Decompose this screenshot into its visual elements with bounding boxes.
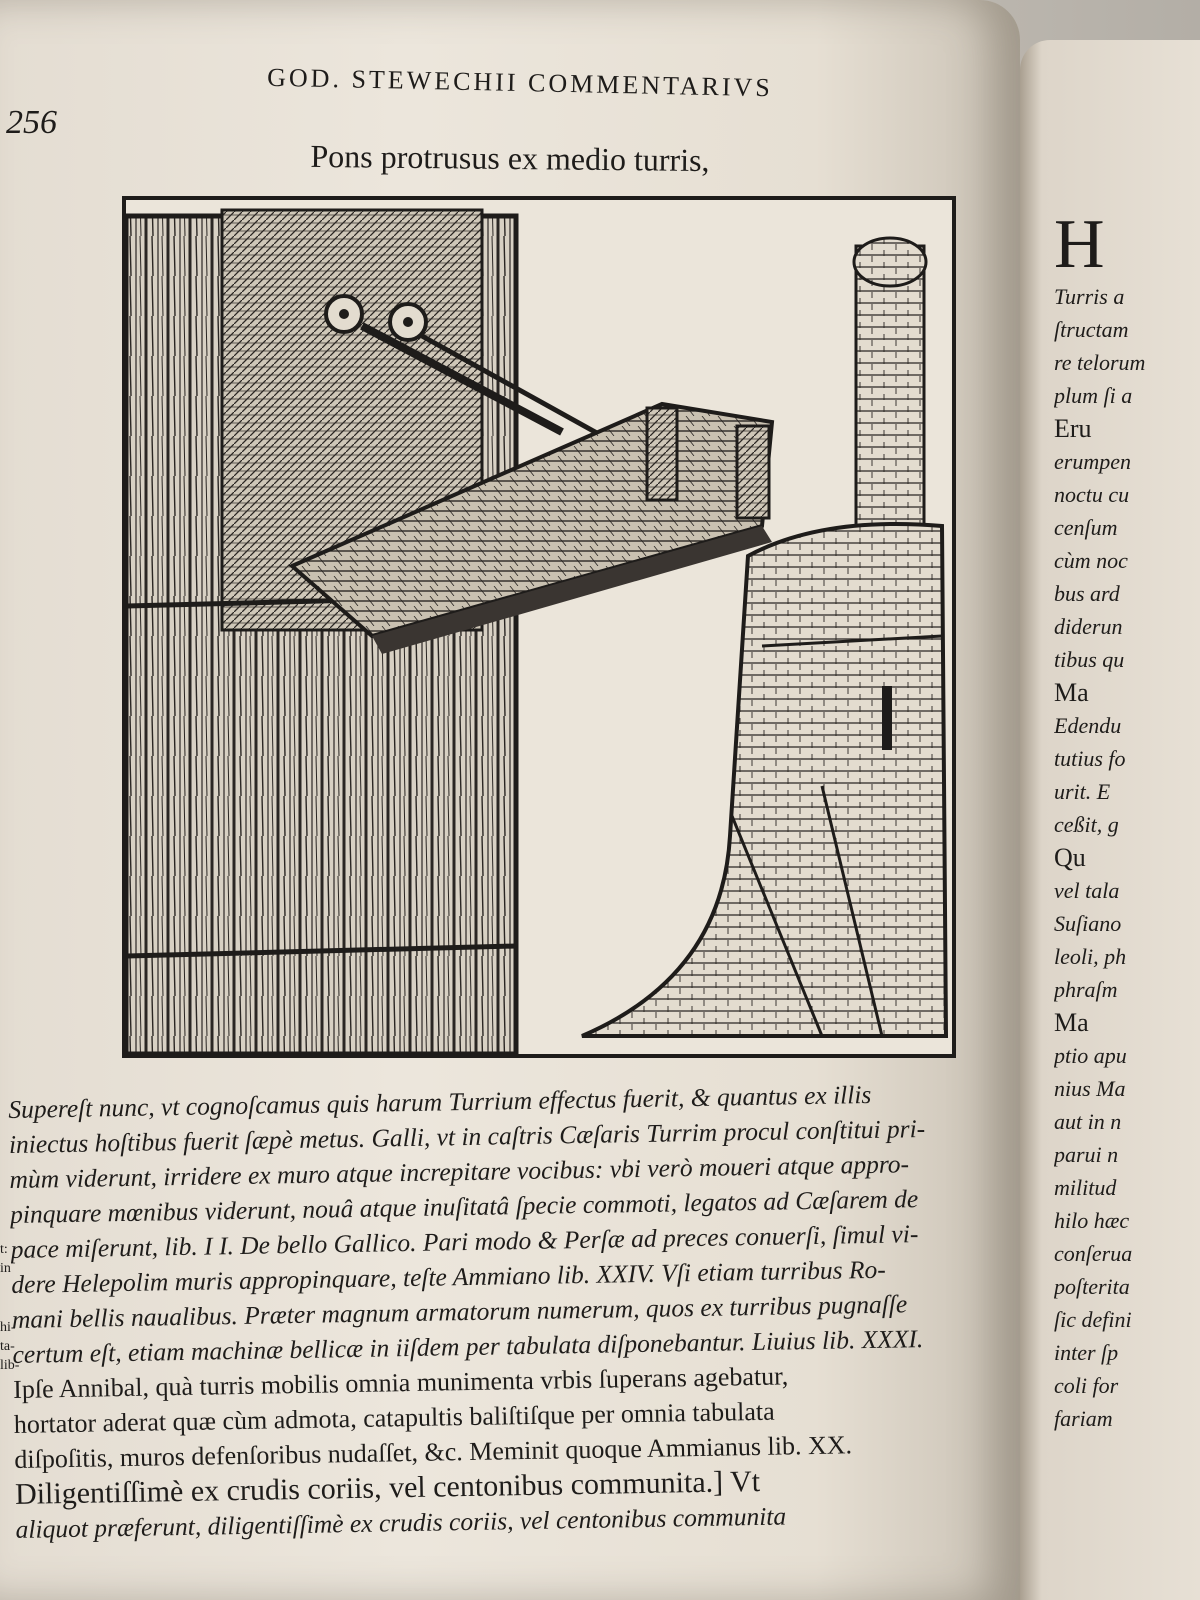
text-line: dere Helepolim muris appropinquare, teſte Ammiano lib. XXIV. Vſi etiam turribus Ro-: [11, 1254, 886, 1299]
right-page-line: fariam: [1054, 1406, 1113, 1431]
right-page-line: militud: [1054, 1175, 1117, 1200]
text-line: mani bellis naualibus. Præter magnum armatorum numerum, quos ex turribus pugnaſſe: [11, 1289, 908, 1334]
right-page-line: inter ſp: [1054, 1340, 1119, 1365]
right-page-line: Edendu: [1054, 713, 1122, 738]
commentary-text: [8, 1075, 1016, 1547]
text-line: mùm viderunt, irridere ex muro atque increpitare vocibus: vbi verò moueri atque appro-: [9, 1149, 910, 1194]
margin-note: lib-: [0, 1358, 20, 1373]
right-page-line: tutius fo: [1054, 746, 1126, 771]
right-page-line: Ma: [1054, 678, 1089, 707]
text-line: iniectus hoſtibus fuerit ſæpè metus. Galli, vt in caſtris Cæſaris Turrim procul conſtitui pri-: [8, 1114, 926, 1159]
text-line: hortator aderat quæ cùm admota, catapultis baliſtiſque per omnia tabulata: [13, 1396, 775, 1439]
right-page-line: ceßit, g: [1054, 812, 1119, 837]
right-page-line: ſtructam: [1054, 317, 1129, 342]
margin-note: t:: [0, 1242, 8, 1257]
right-page-line: Suſiano: [1054, 911, 1122, 936]
right-page-line: ſic defini: [1054, 1307, 1132, 1332]
right-page-line: Ma: [1054, 1008, 1089, 1037]
right-page-line: hilo hæc: [1054, 1208, 1130, 1233]
text-line: pinquare mœnibus viderunt, nouâ atque inuſitatâ ſpecie commoti, legatos ad Cæſarem de: [9, 1184, 919, 1229]
text-line: pace miſerunt, lib. I I. De bello Gallico. Pari modo & Perſæ ad preces conuerſi, ſimul vi-: [10, 1219, 919, 1264]
margin-note: ta-: [0, 1339, 15, 1354]
right-page-line: phraſm: [1054, 977, 1118, 1002]
right-page-line: leoli, ph: [1054, 944, 1127, 969]
right-page-line: urit. E: [1054, 779, 1111, 804]
right-page-line: noctu cu: [1054, 482, 1130, 507]
right-page-line: cùm noc: [1054, 548, 1128, 573]
right-page-line: aut in n: [1054, 1109, 1122, 1134]
right-page-line: re telorum: [1054, 350, 1146, 375]
right-page: [1020, 40, 1200, 1600]
text-line: diſpoſitis, muros defenſoribus nudaſſet, &c. Meminit quoque Ammianus lib. XX.: [14, 1430, 853, 1474]
woodcut-illustration: [122, 196, 956, 1058]
margin-note: hi-: [0, 1320, 16, 1335]
text-line: Diligentiſſimè ex crudis coriis, vel centonibus communita.] Vt: [14, 1464, 761, 1511]
right-page-line: Qu: [1054, 843, 1086, 872]
margin-note: in: [0, 1261, 11, 1276]
right-page-line: diderun: [1054, 614, 1123, 639]
right-page-line: bus ard: [1054, 581, 1120, 606]
text-line: certum eſt, etiam machinæ bellicæ in iiſdem per tabulata diſponebantur. Liuius lib. XXXI.: [12, 1324, 924, 1369]
right-page-line: Turris a: [1054, 284, 1125, 309]
right-page-text: [1054, 210, 1200, 1435]
right-page-line: conſerua: [1054, 1241, 1133, 1266]
right-page-line: poſterita: [1054, 1274, 1130, 1299]
running-head: GOD. STEWECHII COMMENTARIVS: [266, 62, 774, 103]
right-page-line: erumpen: [1054, 449, 1131, 474]
right-page-line: Eru: [1054, 414, 1092, 443]
right-page-line: coli for: [1054, 1373, 1119, 1398]
right-page-line: plum ſi a: [1054, 383, 1133, 408]
siege-tower-bridge-woodcut: [122, 196, 956, 1058]
plate-caption: Pons protrusus ex medio turris,: [310, 137, 710, 179]
right-page-line: tibus qu: [1054, 647, 1125, 672]
text-line: Ipſe Annibal, quà turris mobilis omnia munimenta vrbis ſuperans agebatur,: [12, 1361, 789, 1404]
right-page-line: ptio apu: [1054, 1043, 1127, 1068]
text-line: Supereſt nunc, vt cognoſcamus quis harum Turrium effectus fuerit, & quantus ex illis: [8, 1079, 872, 1124]
right-page-line: cenſum: [1054, 515, 1118, 540]
drop-cap: H: [1054, 210, 1105, 283]
right-page-line: parui n: [1054, 1142, 1119, 1167]
text-line: aliquot præferunt, diligentiſſimè ex crudis coriis, vel centonibus communita: [15, 1501, 787, 1544]
page-number: 256: [6, 104, 57, 141]
right-page-line: vel tala: [1054, 878, 1120, 903]
right-page-line: nius Ma: [1054, 1076, 1126, 1101]
